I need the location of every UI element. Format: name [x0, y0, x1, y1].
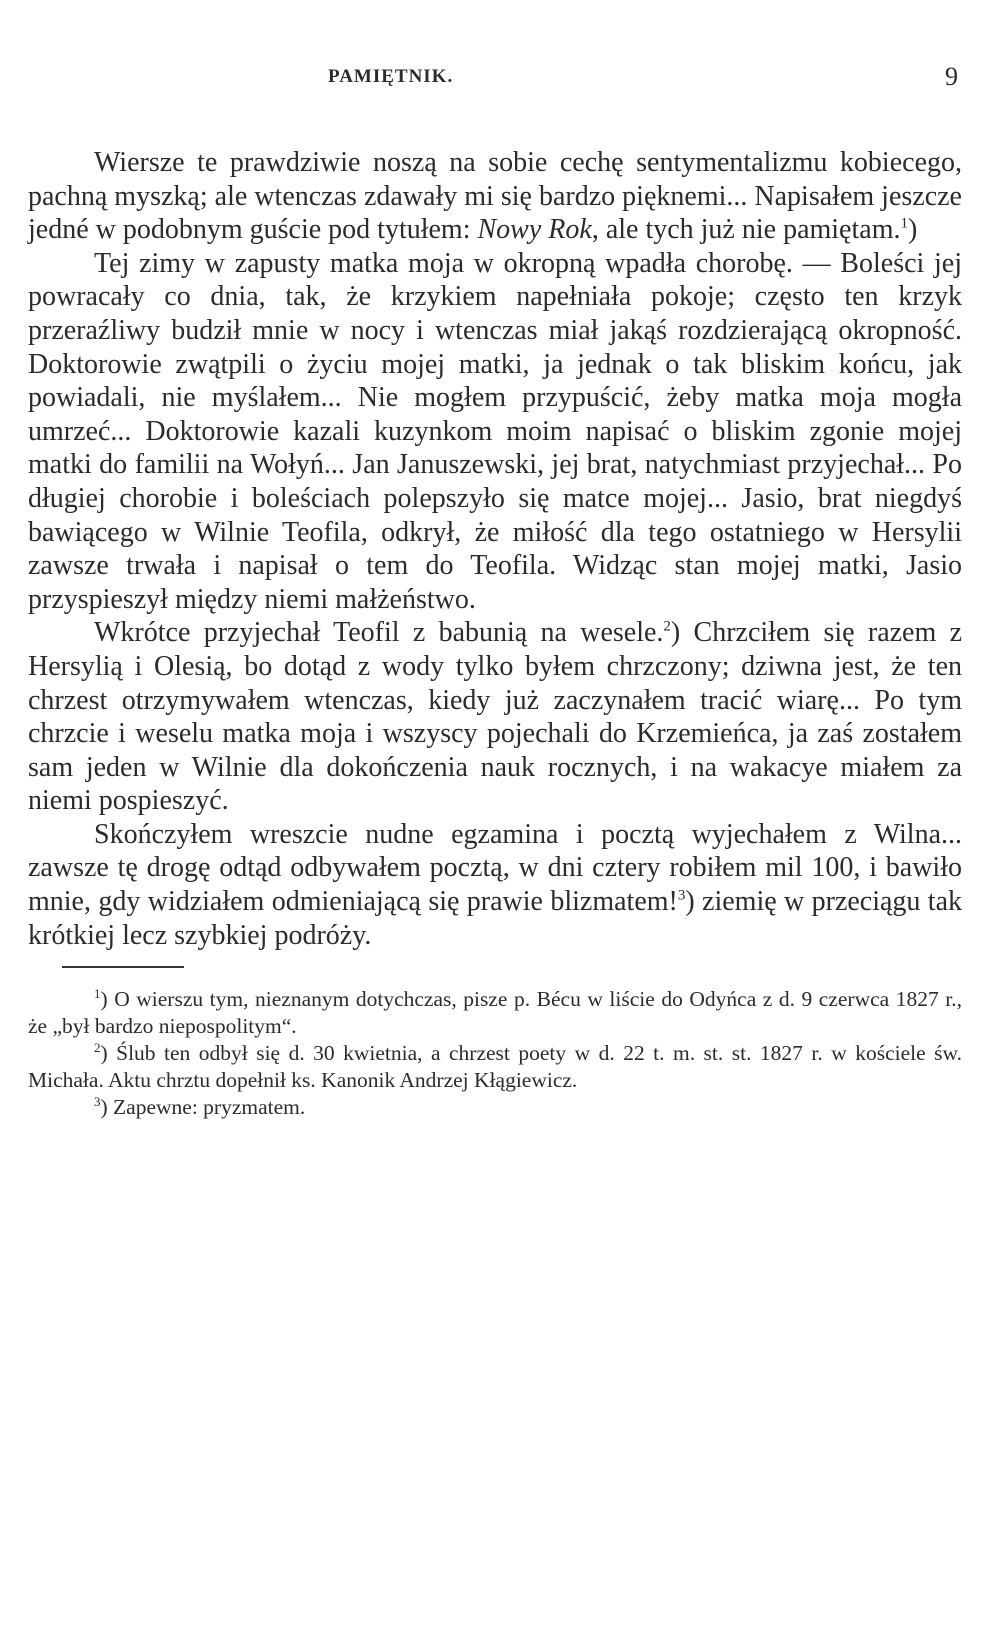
footnotes: [28, 986, 962, 1121]
footnote-ref[interactable]: 2: [663, 618, 671, 635]
paragraph-text: Wiersze te prawdziwie noszą na sobie cechę sentymentalizmu kobiecego, pachną myszką; ale wtenczas zdawały mi się bardzo pięknemi... Napisałem jeszcze jedné w podobnym guście pod tytułem:: [28, 147, 962, 246]
paragraph-text: Tej zimy w zapusty matka moja w okropną wpadła chorobę. — Boleści jej powracały co dnia, tak, że krzykiem napełniała pokoje; często ten krzyk przeraźliwy budził mnie w nocy i wtenczas miał jakąś rozdzierającą okropność. Doktorowie zwątpili o życiu mojej matki, ja jednak o tak bliskim końcu, jak powiadali, nie myślałem... Nie mogłem przypuścić, żeby matka moja mogła umrzeć... Doktorowie kazali kuzynkom moim napisać o bliskim zgonie mojej matki do familii na Wołyń... Jan Januszewski, jej brat, natychmiast przyjechał... Po długiej chorobie i boleściach polepszyło się matce mojej... Jasio, brat niegdyś bawiącego w Wilnie Teofila, odkrył, że miłość dla tego ostatniego w Hersylii zawsze trwała i napisał o tem do Teofila. Widząc stan mojej matki, Jasio przyspieszył między niemi małżeństwo.: [28, 247, 962, 615]
footnote-3: [28, 1094, 962, 1121]
paragraph-text: , ale tych już nie pamiętam.: [591, 214, 901, 246]
footnote-2: [28, 1040, 962, 1094]
paragraph-text: Wkrótce przyjechał Teofil z babunią na wesele.: [94, 617, 664, 649]
footnote-divider: [62, 966, 184, 968]
paragraph-4: [28, 818, 962, 952]
footnote-ref[interactable]: 3: [677, 887, 686, 904]
paragraph-text: ) ziemię w przeciągu tak krótkiej lecz szybkiej podróży.: [28, 886, 963, 951]
paragraph-text: Skończyłem wreszcie nudne egzamina i pocztą wyjechałem z Wilna... zawsze tę drogę odtąd odbywałem pocztą, w dni cztery robiłem mil 100, i bawiło mnie, gdy widziałem odmieniającą się prawie blizmatem!: [28, 818, 962, 918]
running-title: PAMIĘTNIK.: [328, 66, 454, 87]
paragraph-3: [28, 616, 962, 818]
footnote-1: [28, 986, 962, 1040]
footnote-text: ) Ślub ten odbył się d. 30 kwietnia, a chrzest poety w d. 22 t. m. st. st. 1827 r. w kościele św. Michała. Aktu chrztu dopełnił ks. Kanonik Andrzej Kłągiewicz.: [28, 1041, 962, 1093]
footnote-mark: 3: [94, 1094, 101, 1110]
footnote-ref[interactable]: 1: [900, 215, 908, 232]
footnote-mark: 2: [94, 1040, 101, 1056]
footnote-mark: 1: [94, 986, 101, 1002]
paragraph-text: ) Chrzciłem się razem z Hersylią i Olesią, bo dotąd z wody tylko byłem chrzczony; dziwna jest, że ten chrzest otrzymywałem wtenczas, kiedy już zaczynałem tracić wiarę... Po tym chrzcie i weselu matka moja i wszyscy pojechali do Krzemieńca, ja zaś zostałem sam jeden w Wilnie dla dokończenia nauk rocznych, i na wakacye miałem za niemi pospieszyć.: [28, 617, 962, 817]
footnote-text: ) O wierszu tym, nieznanym dotychczas, pisze p. Bécu w liście do Odyńca z d. 9 czerwca 1827 r., że „był bardzo niepospolitym“.: [28, 987, 962, 1039]
paragraph-1: [28, 146, 962, 247]
paragraph-text: ): [907, 214, 918, 246]
page-number: 9: [945, 62, 958, 91]
main-text: [28, 146, 962, 952]
page-header: [28, 58, 962, 98]
footnote-text: ) Zapewne: pryzmatem.: [100, 1095, 306, 1120]
italic-title: Nowy Rok: [477, 214, 592, 246]
paragraph-2: [28, 247, 962, 617]
